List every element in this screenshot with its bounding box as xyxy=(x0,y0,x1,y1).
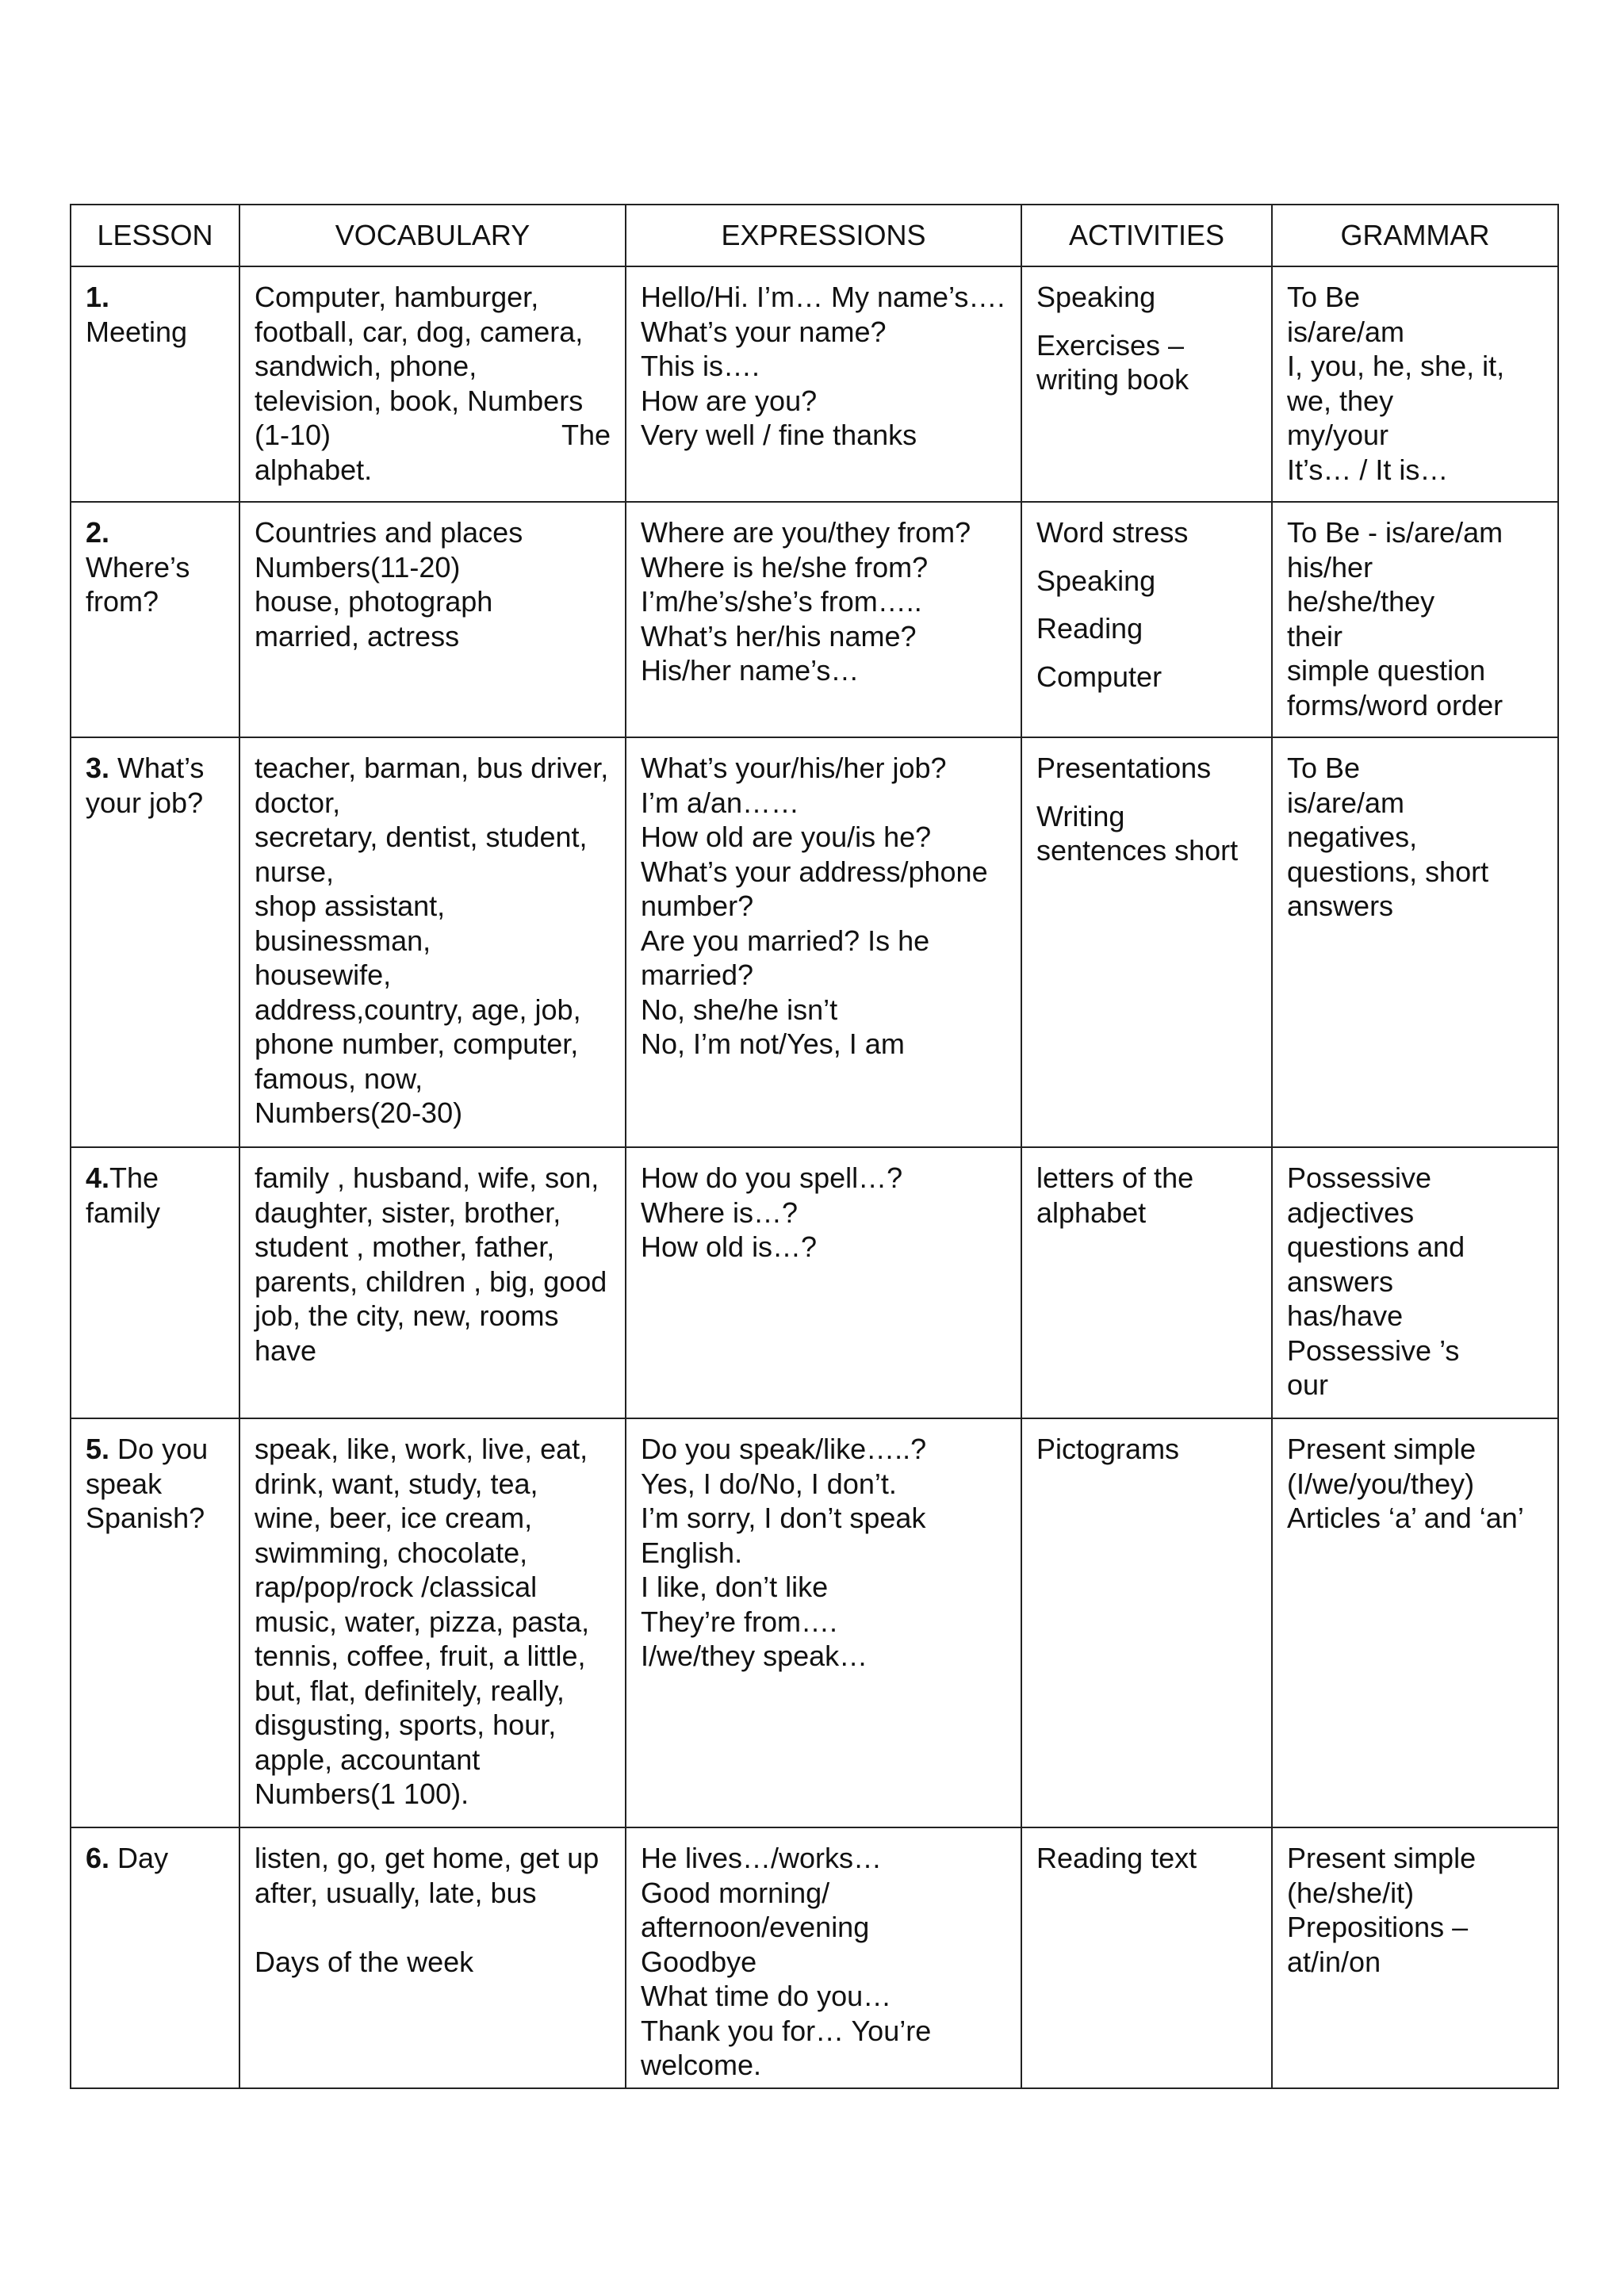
expression-line: What’s your address/phone number? xyxy=(641,855,988,922)
grammar-line: Possessive adjectives xyxy=(1287,1161,1432,1229)
lesson-cell xyxy=(71,737,239,1147)
expression-line: Very well / fine thanks xyxy=(641,419,917,451)
activity-item: Reading text xyxy=(1036,1842,1197,1874)
table-row xyxy=(71,1147,1558,1418)
lesson-title: What’s your job? xyxy=(86,752,205,819)
activities-cell xyxy=(1021,266,1272,502)
table-row xyxy=(71,1418,1558,1827)
grammar-line: simple question forms/word order xyxy=(1287,654,1503,721)
expression-line: I’m/he’s/she’s from….. xyxy=(641,585,922,618)
grammar-cell xyxy=(1272,266,1558,502)
vocabulary-line: alphabet. xyxy=(255,453,373,486)
expression-line: This is…. xyxy=(641,350,760,382)
lesson-cell xyxy=(71,1827,239,2088)
header-lesson: LESSON xyxy=(71,205,239,266)
grammar-line: Possessive ’s xyxy=(1287,1334,1460,1367)
vocabulary-line: teacher, barman, bus driver, doctor, xyxy=(255,752,609,819)
expressions-cell xyxy=(626,1827,1021,2088)
activity-item: Pictograms xyxy=(1036,1433,1180,1465)
expression-line: No, I’m not/Yes, I am xyxy=(641,1027,905,1060)
lesson-number: 3. xyxy=(86,752,110,784)
expression-line: They’re from…. xyxy=(641,1605,838,1638)
activities-cell xyxy=(1021,737,1272,1147)
vocabulary-line: Numbers(20-30) xyxy=(255,1096,463,1129)
table-row xyxy=(71,266,1558,502)
grammar-line: is/are/am xyxy=(1287,786,1405,819)
expression-line: I like, don’t like xyxy=(641,1571,829,1603)
lesson-cell xyxy=(71,1147,239,1418)
header-row xyxy=(71,205,1558,266)
grammar-line: has/have xyxy=(1287,1299,1404,1332)
header-grammar: GRAMMAR xyxy=(1272,205,1558,266)
grammar-line: negatives, questions, short answers xyxy=(1287,821,1489,922)
activity-item: Exercises – writing book xyxy=(1036,328,1189,396)
expression-line: I’m a/an…… xyxy=(641,786,800,819)
activity-item: Word stress xyxy=(1036,516,1189,549)
expression-line: What’s your name? xyxy=(641,315,887,348)
expression-line: His/her name’s… xyxy=(641,654,860,687)
expressions-cell xyxy=(626,266,1021,502)
grammar-line: To Be xyxy=(1287,752,1361,784)
expression-line: Where is…? xyxy=(641,1196,799,1229)
grammar-line: Articles ‘a’ and ‘an’ xyxy=(1287,1502,1524,1534)
expression-line: I’m sorry, I don’t speak English. xyxy=(641,1502,926,1569)
expression-line: What’s your/his/her job? xyxy=(641,752,947,784)
expression-line: He lives…/works… xyxy=(641,1842,883,1874)
grammar-line: I, you, he, she, it, we, they xyxy=(1287,350,1505,417)
activities-cell xyxy=(1021,1147,1272,1418)
activities-cell xyxy=(1021,502,1272,737)
activities-cell xyxy=(1021,1418,1272,1827)
grammar-line: our xyxy=(1287,1368,1329,1401)
syllabus-table xyxy=(70,204,1559,2089)
expressions-cell xyxy=(626,737,1021,1147)
lesson-cell xyxy=(71,1418,239,1827)
expressions-cell xyxy=(626,1418,1021,1827)
grammar-line: my/your xyxy=(1287,419,1389,451)
vocabulary-line: speak, like, work, live, eat, drink, want, study, tea, wine, beer, ice cream, swimming, chocolate, rap/pop/rock /classical music, water, pizza, pasta, tennis, coffee, fruit, a little, but, flat, definitely, really, disgusting, sports, hour, apple, accountant xyxy=(255,1433,590,1776)
vocabulary-line: Countries and places xyxy=(255,516,523,549)
vocabulary-line: Days of the week xyxy=(255,1945,474,1978)
vocabulary-cell xyxy=(239,502,626,737)
lesson-number: 6. xyxy=(86,1842,110,1874)
expression-line: What time do you… xyxy=(641,1980,892,2012)
expression-line: How old is…? xyxy=(641,1230,818,1263)
lesson-title: Where’s from? xyxy=(86,550,190,618)
vocabulary-cell xyxy=(239,737,626,1147)
expression-line: Thank you for… You’re welcome. xyxy=(641,2014,932,2081)
vocabulary-line: shop assistant, businessman, xyxy=(255,890,446,957)
vocabulary-line: after, usually, late, bus xyxy=(255,1876,537,1909)
vocabulary-line: family , husband, wife, son, daughter, sister, brother, student , mother, father, parents, children , big, good job, the city, new, rooms xyxy=(255,1161,607,1332)
lesson-cell xyxy=(71,502,239,737)
activity-item: Computer xyxy=(1036,660,1162,693)
grammar-line: To Be - is/are/am xyxy=(1287,516,1503,549)
expression-line: Where are you/they from? xyxy=(641,516,971,549)
vocabulary-line: Numbers(11-20) xyxy=(255,550,461,584)
vocabulary-line: have xyxy=(255,1334,317,1367)
vocabulary-line: house, photograph xyxy=(255,585,493,618)
expression-line: No, she/he isn’t xyxy=(641,993,838,1026)
grammar-line: It’s… / It is… xyxy=(1287,453,1449,486)
grammar-line: Present simple (he/she/it) xyxy=(1287,1842,1477,1909)
lesson-number: 2. xyxy=(86,516,110,549)
grammar-cell xyxy=(1272,1827,1558,2088)
lesson-title: The family xyxy=(86,1161,161,1229)
grammar-line: questions and answers xyxy=(1287,1230,1465,1298)
expression-line: How do you spell…? xyxy=(641,1161,903,1194)
expression-line: Where is he/she from? xyxy=(641,550,929,584)
expression-line: Do you speak/like…..? xyxy=(641,1433,927,1465)
header-vocabulary: VOCABULARY xyxy=(239,205,626,266)
expression-line: Hello/Hi. I’m… My name’s…. xyxy=(641,281,1005,313)
lesson-title: Day xyxy=(117,1842,169,1874)
grammar-cell xyxy=(1272,737,1558,1147)
lesson-cell xyxy=(71,266,239,502)
activity-item: Speaking xyxy=(1036,281,1156,313)
vocabulary-cell xyxy=(239,1418,626,1827)
vocabulary-cell xyxy=(239,266,626,502)
expression-line: I/we/they speak… xyxy=(641,1640,868,1672)
vocabulary-line: secretary, dentist, student, nurse, xyxy=(255,821,588,888)
vocabulary-cell xyxy=(239,1147,626,1418)
activity-item: Presentations xyxy=(1036,752,1212,784)
expression-line: Goodbye xyxy=(641,1945,757,1978)
lesson-number: 4. xyxy=(86,1161,110,1194)
expression-line: Yes, I do/No, I don’t. xyxy=(641,1467,897,1500)
lesson-number: 1. xyxy=(86,281,110,313)
table-row xyxy=(71,737,1558,1147)
grammar-line: he/she/they xyxy=(1287,585,1435,618)
vocabulary-line: listen, go, get home, get up xyxy=(255,1842,599,1874)
grammar-line: his/her xyxy=(1287,550,1373,584)
lesson-number: 5. xyxy=(86,1433,110,1465)
expression-line: Good morning/ afternoon/evening xyxy=(641,1876,870,1943)
vocabulary-line: (1-10) The xyxy=(255,419,611,451)
expression-line: What’s her/his name? xyxy=(641,619,917,652)
expression-line: How are you? xyxy=(641,384,818,417)
header-expressions: EXPRESSIONS xyxy=(626,205,1021,266)
activity-item: Reading xyxy=(1036,612,1143,645)
vocabulary-line: married, actress xyxy=(255,619,460,652)
activities-cell xyxy=(1021,1827,1272,2088)
expressions-cell xyxy=(626,502,1021,737)
table-row xyxy=(71,502,1558,737)
grammar-line: To Be xyxy=(1287,281,1361,313)
vocabulary-cell xyxy=(239,1827,626,2088)
vocabulary-line: Computer, hamburger, football, car, dog, camera, sandwich, phone, television, book, Numbers xyxy=(255,281,584,417)
vocabulary-line: Numbers(1 100). xyxy=(255,1777,469,1810)
header-activities: ACTIVITIES xyxy=(1021,205,1272,266)
table-body xyxy=(71,266,1558,2088)
vocabulary-line: address,country, age, job, phone number, computer, famous, now, xyxy=(255,993,581,1095)
lesson-title: Meeting xyxy=(86,315,188,348)
grammar-line: Present simple (I/we/you/they) xyxy=(1287,1433,1477,1500)
table-row xyxy=(71,1827,1558,2088)
expression-line: How old are you/is he? xyxy=(641,821,932,853)
vocabulary-line: housewife, xyxy=(255,959,392,991)
grammar-cell xyxy=(1272,1418,1558,1827)
grammar-cell xyxy=(1272,1147,1558,1418)
grammar-cell xyxy=(1272,502,1558,737)
grammar-line: is/are/am xyxy=(1287,315,1405,348)
grammar-line: their xyxy=(1287,619,1343,652)
table-header xyxy=(71,205,1558,266)
grammar-line: Prepositions – at/in/on xyxy=(1287,1911,1469,1978)
vocabulary-line xyxy=(255,1910,611,1945)
activity-item: Speaking xyxy=(1036,564,1156,597)
expressions-cell xyxy=(626,1147,1021,1418)
lesson-title: Do you speak Spanish? xyxy=(86,1433,209,1534)
activity-item: Writing sentences short xyxy=(1036,799,1239,867)
activity-item: letters of the alphabet xyxy=(1036,1161,1194,1229)
expression-line: Are you married? Is he married? xyxy=(641,924,930,991)
